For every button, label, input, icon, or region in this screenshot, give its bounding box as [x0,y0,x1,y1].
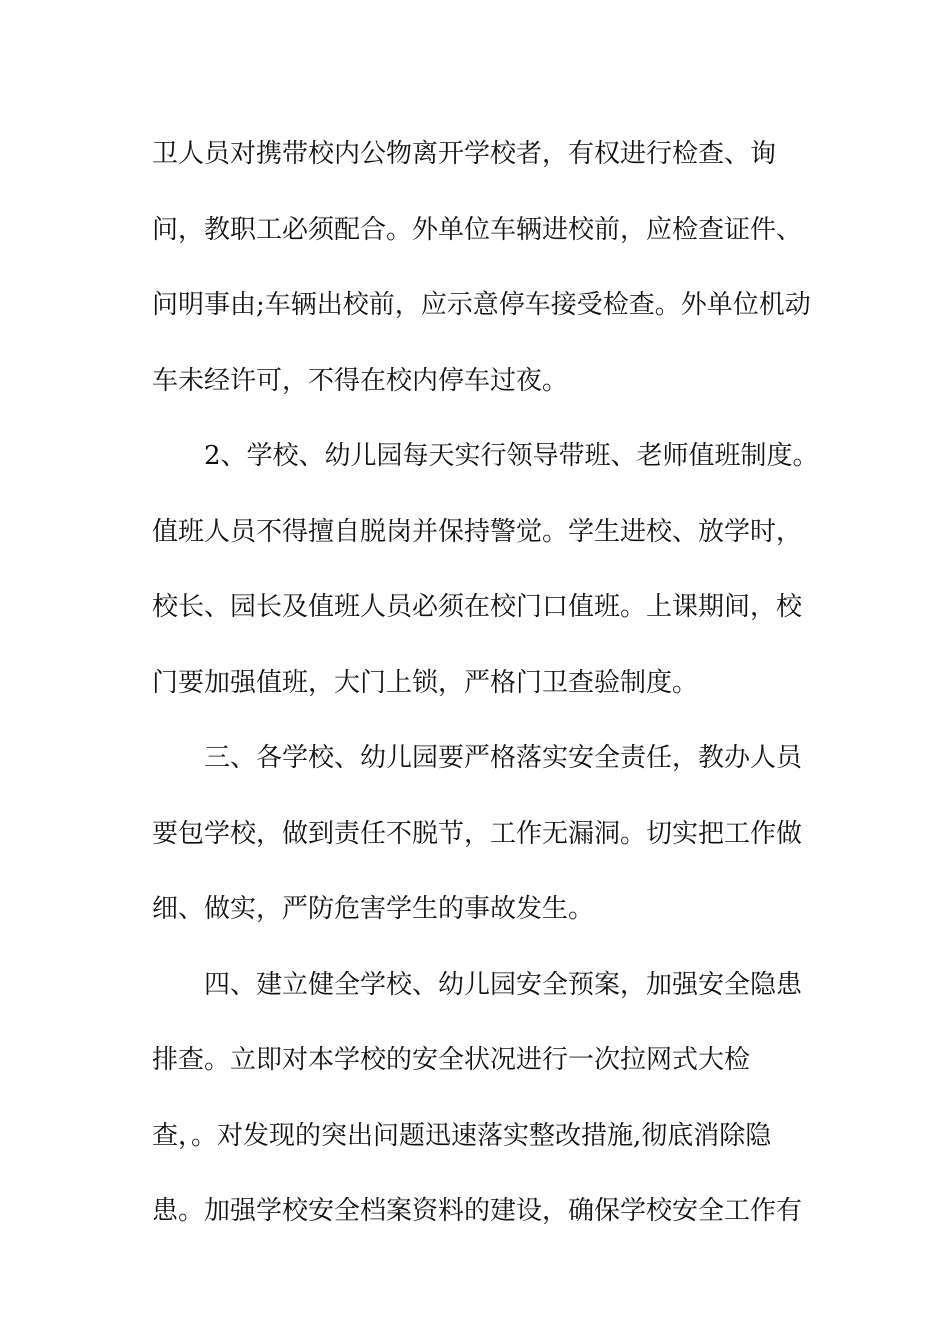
text-line: 排查。立即对本学校的安全状况进行一次拉网式大检 [152,1045,751,1075]
text-line: 值班人员不得擅自脱岗并保持警觉。学生进校、放学时， [152,516,803,547]
text-line: 患。加强学校安全档案资料的建设，确保学校安全工作有 [152,1196,803,1226]
text-line: 校长、园长及值班人员必须在校门口值班。上课期间，校 [152,592,803,622]
body-text [152,128,819,1261]
text-line: 要包学校，做到责任不脱节，工作无漏洞。切实把工作做 [152,818,803,849]
text-line: 查，。对发现的突出问题迅速落实整改措施,彻底消除隐 [152,1120,772,1151]
text-line: 卫人员对携带校内公物离开学校者，有权进行检查、询 [152,139,777,169]
paragraph-start-line: 2、学校、幼儿园每天实行领导带班、老师值班制度。 [204,441,819,471]
paragraph-start-line: 三、各学校、幼儿园要严格落实安全责任，教办人员 [204,743,803,773]
text-line: 问明事由;车辆出校前，应示意停车接受检查。外单位机动 [152,290,811,320]
paragraph-start-line: 四、建立健全学校、幼儿园安全预案，加强安全隐患 [204,969,803,1000]
text-line: 问，教职工必须配合。外单位车辆进校前，应检查证件、 [152,214,803,245]
text-line: 车未经许可，不得在校内停车过夜。 [152,365,569,396]
text-line: 细、做实，严防危害学生的事故发生。 [152,894,595,924]
text-line: 门要加强值班，大门上锁，严格门卫查验制度。 [152,667,699,698]
